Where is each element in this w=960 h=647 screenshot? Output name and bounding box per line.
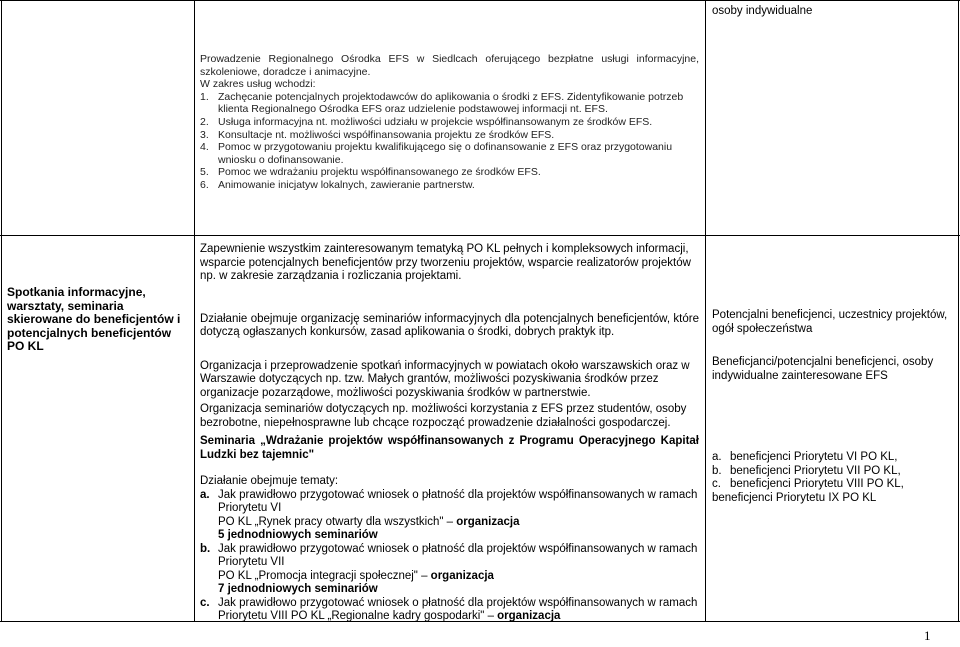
- row2-scope-label: W zakres usług wchodzi:: [200, 78, 316, 91]
- service-number: 2.: [200, 115, 209, 128]
- row3-seminars: Organizacja seminariów dotyczących np. możliwości korzystania z EFS przez studentów, osoby bezrobotne, niepełnosprawne lub chcące rozpocząć prowadzenie działalności gospodarczej.: [200, 403, 687, 429]
- row3-topics-label: Działanie obejmuje tematy:: [200, 475, 339, 487]
- table-border: [705, 0, 706, 622]
- row3-recipients: [712, 309, 956, 505]
- service-number: 3.: [200, 128, 209, 141]
- topic-item: [200, 543, 699, 597]
- service-text: Konsultacje nt. możliwości współfinansowania projektu ze środków EFS.: [218, 128, 555, 141]
- table-border: [958, 0, 959, 622]
- row3-seminar-title: Seminaria „Wdrażanie projektów współfinansowanych z Programu Operacyjnego Kapitał Ludzki bez tajemnic": [200, 435, 699, 461]
- topic-program: PO KL „Promocja integracji społecznej" –: [218, 569, 431, 582]
- topic-item: [200, 489, 699, 543]
- topic-program: PO KL „Rynek pracy otwarty dla wszystkich" –: [218, 515, 457, 528]
- row2-description: [200, 53, 699, 192]
- service-number: 4.: [200, 141, 209, 154]
- page-number: 1: [924, 628, 931, 643]
- recipient-item: [712, 465, 956, 479]
- service-text: Pomoc w przygotowaniu projektu kwalifikującego się o dofinansowanie z EFS oraz przygotowaniu wniosku o dofinansowanie.: [218, 141, 673, 166]
- row2-intro: Prowadzenie Regionalnego Ośrodka EFS w Siedlcach oferującego bezpłatne usługi informacyjne, szkoleniowe, doradcze i animacyjne.: [200, 53, 699, 78]
- topic-text: Jak prawidłowo przygotować wniosek o płatność dla projektów współfinansowanych w ramach Priorytetu VIII PO KL „Regionalne kadry gospodarki" –: [218, 596, 698, 622]
- recipient-text: beneficjenci Priorytetu VII PO KL,: [730, 464, 901, 477]
- service-text: Zachęcanie potencjalnych projektodawców do aplikowania o środki z EFS. Zidentyfikowanie potrzeb klienta Regionalnego Ośrodka EFS oraz udzielenie podstawowej informacji nt. EFS.: [218, 90, 684, 116]
- recipient-item: [712, 451, 956, 465]
- service-text: Usługa informacyjna nt. możliwości udziału w projekcie współfinansowanym ze środków EFS.: [218, 115, 653, 128]
- recipient-text: beneficjenci Priorytetu VI PO KL,: [730, 451, 898, 463]
- service-item: [200, 179, 699, 192]
- table-border: [1, 0, 2, 622]
- topic-text: Jak prawidłowo przygotować wniosek o płatność dla projektów współfinansowanych w ramach Priorytetu VI: [218, 488, 698, 514]
- topic-item: [200, 597, 699, 624]
- topics-list: [200, 489, 699, 624]
- service-number: 1.: [200, 90, 209, 103]
- row3-action: Działanie obejmuje organizację seminariów informacyjnych dla potencjalnych beneficjentów, które dotyczą ogłaszanych konkursów, zasad aplikowania o środki, dobrych praktyk itp.: [200, 312, 699, 338]
- topic-text: Jak prawidłowo przygotować wniosek o płatność dla projektów współfinansowanych w ramach Priorytetu VII: [218, 542, 698, 568]
- recipient-label: b.: [712, 464, 722, 477]
- recipients-last: beneficjenci Priorytetu IX PO KL: [712, 491, 877, 504]
- service-text: Pomoc we wdrażaniu projektu współfinansowanego ze środków EFS.: [218, 166, 541, 179]
- table-border: [0, 0, 960, 1]
- topic-count: 7 jednodniowych seminariów: [218, 583, 378, 595]
- service-item: [200, 141, 699, 166]
- recipients-1: Potencjalni beneficjenci, uczestnicy projektów, ogół społeczeństwa: [712, 309, 948, 335]
- service-number: 5.: [200, 166, 209, 179]
- topic-label: c.: [200, 596, 210, 609]
- service-item: [200, 116, 699, 129]
- row3-goal: Zapewnienie wszystkim zainteresowanym tematyką PO KL pełnych i kompleksowych informacji, wsparcie potencjalnych beneficjentów przy tworzeniu projektów, wsparcie realizatorów projektów np. w zakresie zarządzania i rozliczania projektami.: [200, 243, 691, 282]
- row3-description: [200, 243, 699, 624]
- row3-title: Spotkania informacyjne, warsztaty, seminaria skierowane do beneficjentów i potencjalnych beneficjentów PO KL: [7, 285, 181, 353]
- row3-meetings: Organizacja i przeprowadzenie spotkań informacyjnych w powiatach około warszawskich oraz w Warszawie dotyczących np. tzw. Małych grantów, możliwości pozyskiwania środków przez organizacje pozarządowe, możliwości pozyskiwania środków w partnerstwie.: [200, 359, 690, 399]
- table-border: [194, 0, 195, 622]
- service-number: 6.: [200, 178, 209, 191]
- topic-org: organizacja: [430, 569, 494, 582]
- services-list: [200, 91, 699, 192]
- recipient-item: [712, 478, 956, 492]
- topic-label: a.: [200, 488, 210, 501]
- service-text: Animowanie inicjatyw lokalnych, zawieranie partnerstw.: [218, 178, 475, 191]
- recipients-list: [712, 451, 956, 492]
- service-item: [200, 129, 699, 142]
- recipients-2: Beneficjanci/potencjalni beneficjenci, osoby indywidualne zainteresowane EFS: [712, 356, 934, 382]
- topic-org: organizacja: [497, 610, 561, 622]
- topic-count: 5 jednodniowych seminariów: [218, 529, 378, 541]
- topic-label: b.: [200, 542, 211, 555]
- service-item: [200, 91, 699, 116]
- topic-org: organizacja: [456, 515, 520, 528]
- service-item: [200, 166, 699, 179]
- row1-recipients: osoby indywidualne: [712, 5, 813, 17]
- recipient-text: beneficjenci Priorytetu VIII PO KL,: [730, 478, 904, 490]
- table-border: [0, 235, 960, 236]
- recipient-label: a.: [712, 451, 722, 463]
- recipient-label: c.: [712, 478, 721, 490]
